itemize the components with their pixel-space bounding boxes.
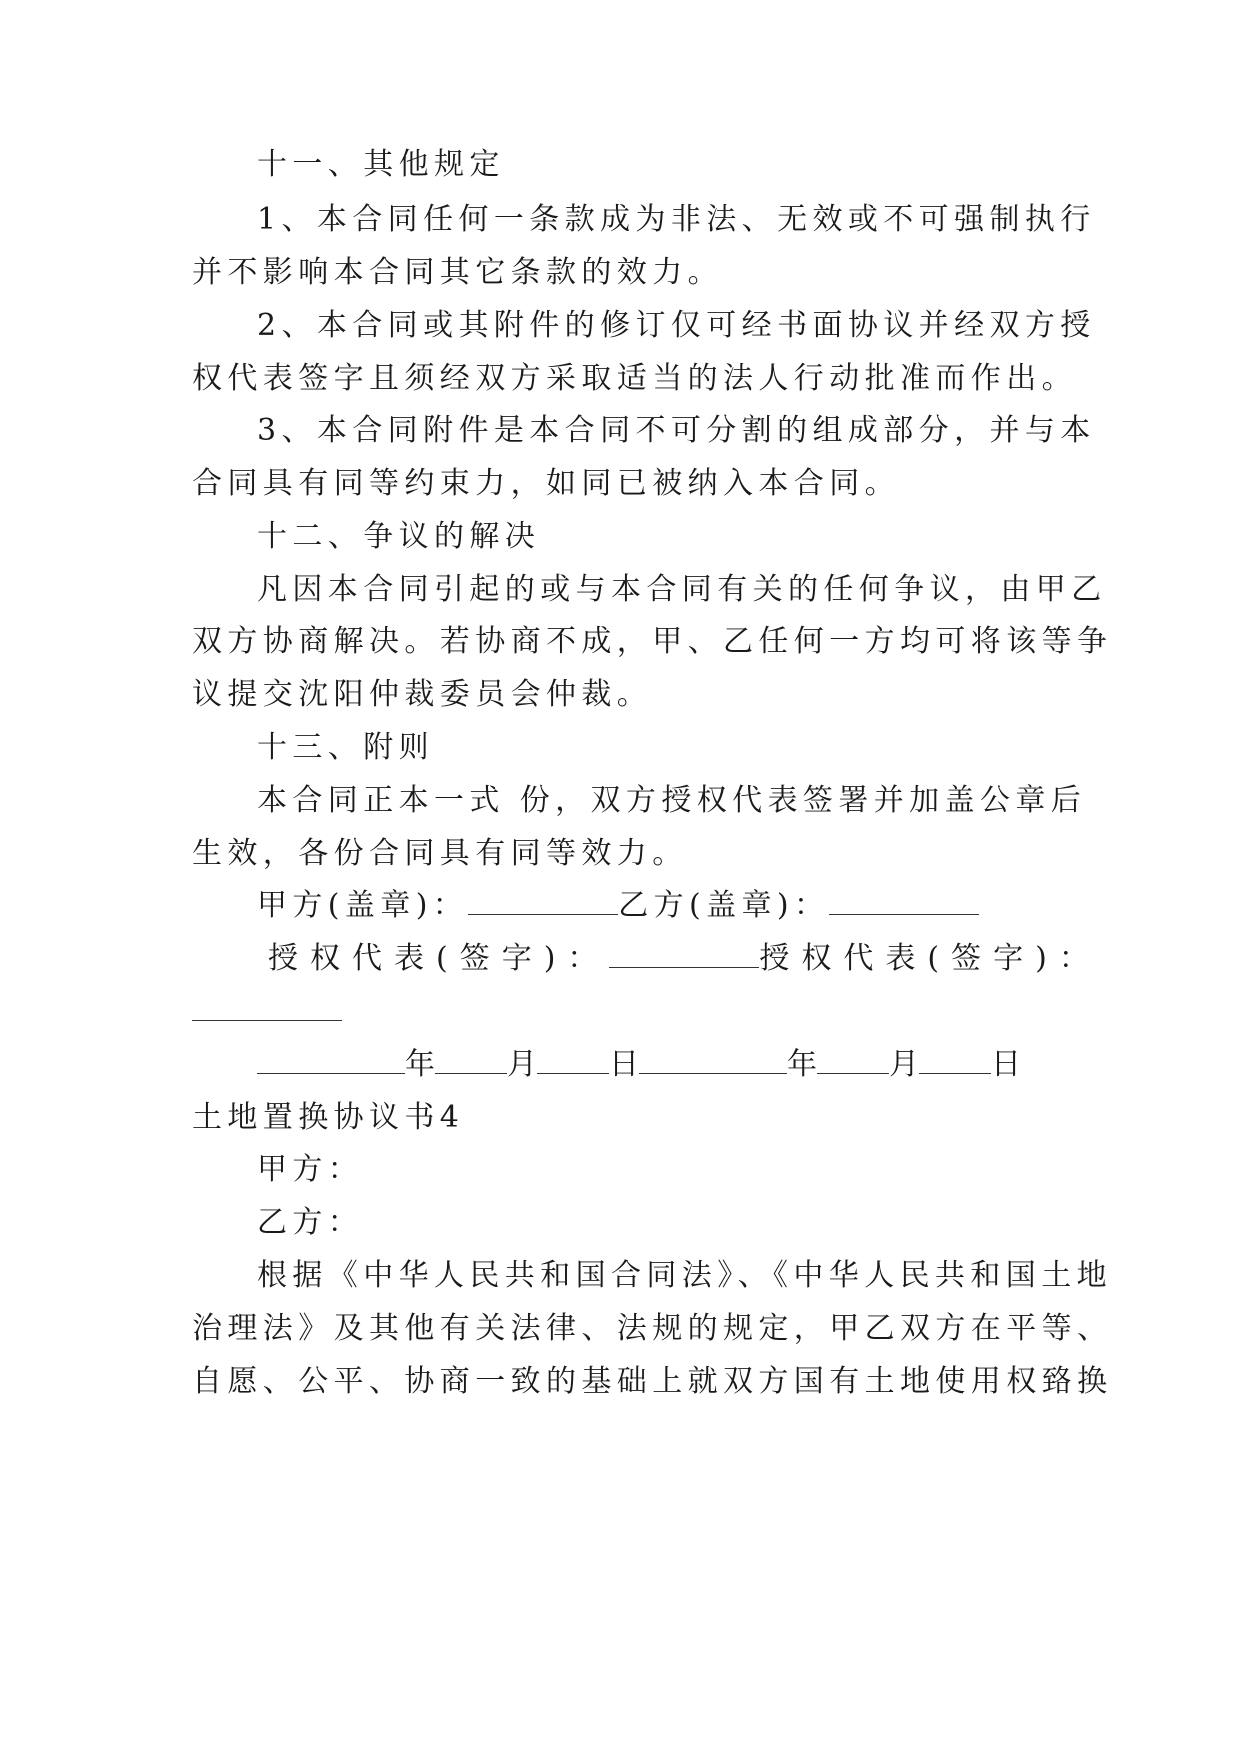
day-blank-b (919, 1047, 991, 1074)
party-b-label: 乙方： (257, 1205, 364, 1240)
day-blank-a (537, 1047, 609, 1074)
seal-line (257, 886, 1117, 926)
year-label-a: 年 (405, 1047, 435, 1082)
paragraph-line: 生效，各份合同具有同等效力。 (192, 836, 688, 871)
paragraph-line: 治理法》及其他有关法律、法规的规定，甲乙双方在平等、 (192, 1311, 1113, 1346)
section-12-heading: 十二、争议的解决 (257, 519, 541, 554)
day-label-b: 日 (991, 1047, 1021, 1082)
paragraph-line: 权代表签字且须经双方采取适当的法人行动批准而作出。 (192, 361, 1077, 396)
paragraph-line: 合同具有同等约束力，如同已被纳入本合同。 (192, 466, 900, 501)
month-blank-a (435, 1047, 507, 1074)
paragraph-line: 根据《中华人民共和国合同法》、《中华人民共和国土地 (257, 1258, 1112, 1293)
party-b-seal-label: 乙方(盖章)： (618, 888, 830, 923)
paragraph-line: 本合同正本一式 份，双方授权代表签署并加盖公章后 (257, 783, 1087, 818)
year-blank-a (257, 1047, 405, 1074)
auth-rep-a-blank (609, 941, 759, 968)
paragraph-line: 凡因本合同引起的或与本合同有关的任何争议，由甲乙 (257, 572, 1107, 607)
party-a-seal-label: 甲方(盖章)： (257, 888, 469, 923)
section-13-heading: 十三、附则 (257, 730, 434, 765)
paragraph-line: 3、本合同附件是本合同不可分割的组成部分，并与本 (257, 413, 1096, 448)
doc4-title: 土地置换协议书4 (192, 1100, 465, 1135)
year-label-b: 年 (787, 1047, 817, 1082)
month-blank-b (817, 1047, 889, 1074)
month-label-b: 月 (889, 1047, 919, 1082)
paragraph-line: 2、本合同或其附件的修订仅可经书面协议并经双方授 (257, 308, 1096, 343)
party-b-seal-blank (829, 888, 979, 915)
paragraph-line: 双方协商解决。若协商不成，甲、乙任何一方均可将该等争 (192, 624, 1113, 659)
section-11-heading: 十一、其他规定 (257, 147, 505, 182)
year-blank-b (639, 1047, 787, 1074)
auth-rep-b-blank-line (192, 992, 1052, 1032)
paragraph-line: 自愿、公平、协商一致的基础上就双方国有土地使用权臵换 (192, 1364, 1113, 1399)
party-a-seal-blank (468, 888, 618, 915)
auth-rep-a-label: 授权代表(签字)： (268, 941, 610, 976)
paragraph-line: 并不影响本合同其它条款的效力。 (192, 255, 723, 290)
auth-rep-b-label: 授权代表(签字)： (759, 941, 1101, 976)
month-label-a: 月 (507, 1047, 537, 1082)
auth-rep-b-blank (192, 994, 342, 1021)
paragraph-line: 1、本合同任何一条款成为非法、无效或不可强制执行 (257, 202, 1096, 237)
date-line (257, 1045, 1117, 1085)
party-a-label: 甲方： (257, 1152, 364, 1187)
day-label-a: 日 (609, 1047, 639, 1082)
signature-line (268, 939, 1101, 979)
paragraph-line: 议提交沈阳仲裁委员会仲裁。 (192, 677, 653, 712)
